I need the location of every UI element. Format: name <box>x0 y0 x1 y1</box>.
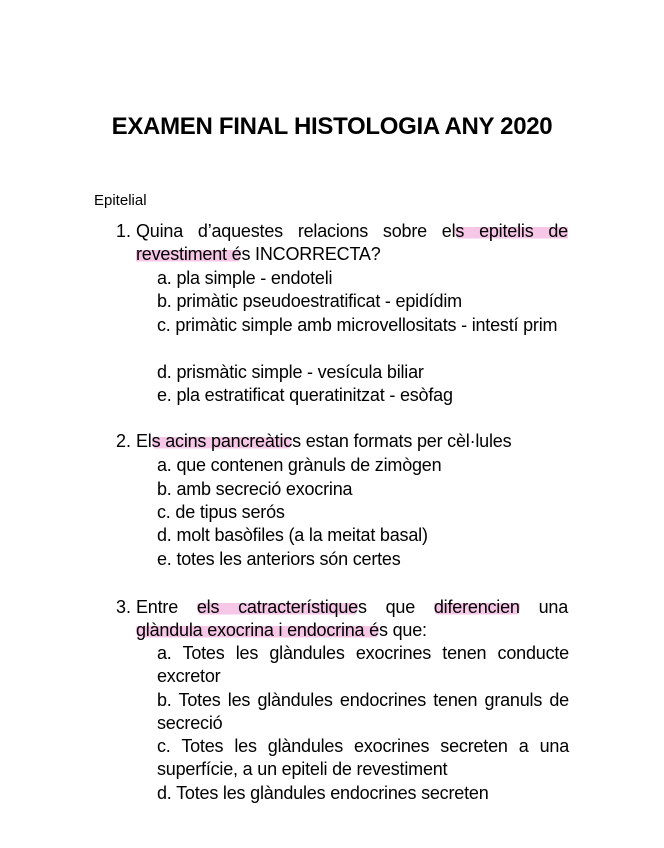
question-1-option-d: d. prismàtic simple - vesícula biliar <box>157 362 424 382</box>
question-3-highlight: glàndula exocrina i endocrina é <box>136 620 379 640</box>
question-3-option-b: b. Totes les glàndules endocrines tenen granuls de secreció <box>157 690 569 733</box>
question-3-text-part: una <box>519 597 568 617</box>
question-3-option-d: d. Totes les glàndules endocrines secreten <box>157 783 489 803</box>
question-3-text-part: s que <box>357 597 434 617</box>
question-1-option-e: e. pla estratificat queratinitzat - esòfag <box>157 385 453 405</box>
question-2-option-c: c. de tipus serós <box>157 502 285 522</box>
question-3-number: 3. <box>116 597 132 617</box>
question-3-text <box>136 596 568 642</box>
question-3-highlight: els catracterístique <box>196 597 358 617</box>
question-3-text-part: s que: <box>378 620 427 640</box>
question-2-option-a: a. que contenen grànuls de zimògen <box>157 455 442 475</box>
question-2-number: 2. <box>116 431 132 451</box>
question-1-text-part: s INCORRECTA? <box>241 244 381 264</box>
question-1-text-part: Quina d’aquestes relacions sobre el <box>136 221 456 241</box>
question-1-option-c: c. primàtic simple amb microvellositats - intestí prim <box>157 315 558 335</box>
question-2-option-e: e. totes les anteriors són certes <box>157 549 401 569</box>
question-3-highlight: diferencien <box>433 597 520 617</box>
page-title: EXAMEN FINAL HISTOLOGIA ANY 2020 <box>111 113 553 140</box>
question-1-number: 1. <box>116 221 132 241</box>
question-1-text <box>136 220 568 266</box>
question-2-text <box>136 430 576 453</box>
section-heading: Epitelial <box>94 192 147 209</box>
question-2-text-part: El <box>136 431 152 451</box>
question-2-highlight: s acins pancreàtic <box>151 431 293 451</box>
question-2-option-b: b. amb secreció exocrina <box>157 479 353 499</box>
question-3-text-part: Entre <box>136 597 197 617</box>
question-3-option-a: a. Totes les glàndules exocrines tenen conducte excretor <box>157 643 569 686</box>
question-1-highlight: s epitelis de revestiment é <box>136 221 568 264</box>
question-1-option-a: a. pla simple - endoteli <box>157 268 333 288</box>
question-2-option-d: d. molt basòfiles (a la meitat basal) <box>157 525 428 545</box>
question-3-option-c: c. Totes les glàndules exocrines secreten a una superfície, a un epiteli de revestiment <box>157 736 570 779</box>
question-2-text-part: s estan formats per cèl·lules <box>292 431 512 451</box>
question-1-option-b: b. primàtic pseudoestratificat - epidídim <box>157 291 462 311</box>
